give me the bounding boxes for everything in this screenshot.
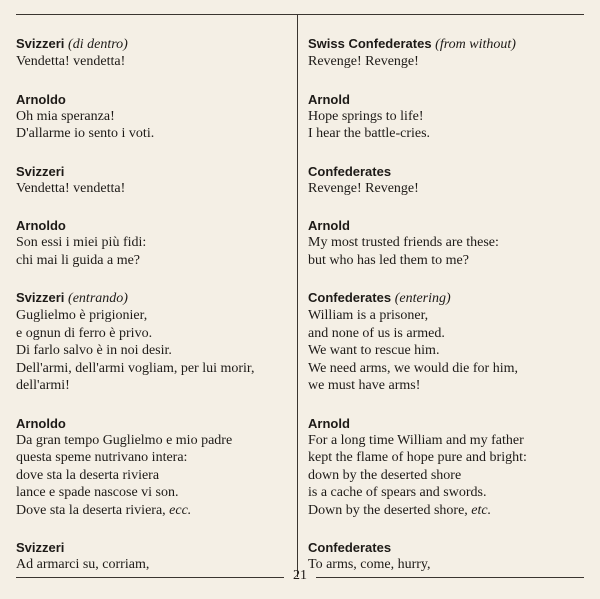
verse-text: Di farlo salvo è in noi desir.	[16, 343, 172, 358]
speaker-name	[308, 289, 578, 307]
speaker-name	[308, 163, 578, 180]
verse-text: My most trusted friends are these:	[308, 235, 499, 250]
verse-line	[308, 180, 578, 198]
verse-text: is a cache of spears and swords.	[308, 485, 487, 500]
verse-text: questa speme nutrivano intera:	[16, 450, 188, 465]
dialogue-block	[308, 539, 578, 574]
footer-rule-left	[16, 577, 284, 578]
verse-text: down by the deserted shore	[308, 467, 462, 483]
verse-line	[16, 325, 286, 343]
verse-line	[16, 377, 286, 395]
verse-line	[16, 484, 286, 502]
speaker-name	[308, 217, 578, 234]
stage-direction: (entrando)	[68, 291, 128, 306]
italic-abbrev: etc.	[471, 502, 492, 518]
speaker-label: Arnold	[308, 218, 350, 233]
verse-line	[308, 432, 578, 450]
verse-line	[308, 125, 578, 143]
speaker-label: Arnoldo	[16, 415, 66, 431]
verse-line	[16, 502, 286, 520]
speaker-name	[308, 91, 578, 108]
verse-text: e ognun di ferro è privo.	[16, 325, 153, 341]
dialogue-block	[308, 163, 578, 198]
verse-text: Da gran tempo Guglielmo e mio padre	[16, 432, 233, 448]
verse-line	[16, 180, 286, 198]
speaker-name	[308, 415, 578, 432]
verse-text: Hope springs to life!	[308, 108, 424, 124]
verse-text: D'allarme io sento i voti.	[16, 126, 155, 141]
verse-text: Revenge! Revenge!	[308, 180, 419, 196]
verse-line	[16, 432, 286, 450]
verse-line	[16, 53, 286, 71]
speaker-name	[16, 415, 286, 432]
verse-text: kept the flame of hope pure and bright:	[308, 450, 527, 465]
speaker-label: Arnold	[308, 91, 350, 107]
speaker-label: Svizzeri	[16, 540, 65, 555]
italian-column	[16, 35, 286, 594]
dialogue-block	[308, 289, 578, 395]
footer-rule-right	[316, 577, 584, 578]
speaker-label: Svizzeri	[16, 290, 65, 305]
page-footer	[16, 568, 584, 583]
speaker-label: Svizzeri	[16, 163, 65, 179]
dialogue-block	[308, 91, 578, 143]
dialogue-block	[16, 289, 286, 395]
verse-line	[308, 342, 578, 360]
verse-line	[308, 467, 578, 485]
verse-line	[16, 108, 286, 126]
page-number: 21	[293, 568, 307, 583]
verse-text: For a long time William and my father	[308, 432, 524, 448]
verse-text: Son essi i miei più fidi:	[16, 235, 147, 250]
english-column	[308, 35, 578, 594]
speaker-name	[16, 217, 286, 234]
dialogue-block	[16, 539, 286, 574]
verse-text: we must have arms!	[308, 378, 421, 393]
verse-line	[308, 234, 578, 252]
speaker-label: Arnoldo	[16, 218, 66, 233]
dialogue-block	[16, 415, 286, 520]
speaker-name	[16, 35, 286, 53]
stage-direction: (di dentro)	[68, 37, 128, 52]
verse-text: and none of us is armed.	[308, 325, 445, 341]
speaker-name	[16, 289, 286, 307]
verse-line	[16, 360, 286, 378]
speaker-label: Confederates	[308, 163, 392, 179]
verse-text: Vendetta! vendetta!	[16, 180, 126, 196]
speaker-label: Swiss Confederates	[308, 36, 432, 51]
stage-direction: (entering)	[394, 291, 451, 306]
speaker-label: Svizzeri	[16, 36, 65, 51]
verse-line	[308, 360, 578, 378]
speaker-label: Confederates	[308, 290, 392, 305]
speaker-name	[16, 91, 286, 108]
verse-line	[308, 108, 578, 126]
verse-line	[308, 377, 578, 395]
verse-line	[308, 307, 578, 325]
verse-text: Dove sta la deserta riviera,	[16, 502, 170, 518]
verse-text: Oh mia speranza!	[16, 108, 115, 124]
verse-line	[16, 342, 286, 360]
speaker-label: Arnoldo	[16, 91, 66, 107]
verse-text: We want to rescue him.	[308, 343, 440, 358]
column-divider	[297, 14, 298, 577]
verse-text: Guglielmo è prigionier,	[16, 308, 148, 323]
dialogue-block	[16, 35, 286, 71]
top-rule	[16, 14, 584, 15]
verse-text: William is a prisoner,	[308, 308, 429, 323]
verse-line	[308, 502, 578, 520]
speaker-name	[16, 163, 286, 180]
verse-line	[16, 252, 286, 270]
verse-line	[16, 467, 286, 485]
verse-line	[308, 53, 578, 71]
verse-line	[16, 234, 286, 252]
verse-line	[308, 449, 578, 467]
verse-line	[308, 252, 578, 270]
verse-text: lance e spade nascose vi son.	[16, 485, 179, 500]
verse-text: dell'armi!	[16, 378, 70, 393]
speaker-label: Confederates	[308, 540, 392, 555]
verse-text: Ad armarci su, corriam,	[16, 557, 150, 572]
verse-text: chi mai li guida a me?	[16, 252, 141, 268]
verse-line	[16, 307, 286, 325]
verse-line	[308, 325, 578, 343]
verse-line	[16, 449, 286, 467]
dialogue-block	[308, 35, 578, 71]
speaker-name	[16, 539, 286, 556]
speaker-label: Arnold	[308, 415, 350, 431]
dialogue-block	[16, 91, 286, 143]
verse-text: but who has led them to me?	[308, 252, 469, 268]
italic-abbrev: ecc.	[169, 502, 192, 518]
verse-text: Vendetta! vendetta!	[16, 54, 126, 69]
verse-text: To arms, come, hurry,	[308, 557, 431, 572]
verse-text: Down by the deserted shore,	[308, 502, 472, 518]
verse-line	[308, 484, 578, 502]
dialogue-block	[308, 217, 578, 269]
verse-line	[16, 125, 286, 143]
dialogue-block	[16, 163, 286, 198]
speaker-name	[308, 35, 578, 53]
dialogue-block	[308, 415, 578, 520]
verse-text: dove sta la deserta riviera	[16, 467, 160, 483]
verse-text: Dell'armi, dell'armi vogliam, per lui morir,	[16, 360, 255, 376]
stage-direction: (from without)	[435, 37, 516, 52]
verse-text: We need arms, we would die for him,	[308, 360, 518, 376]
verse-text: Revenge! Revenge!	[308, 54, 419, 69]
dialogue-block	[16, 217, 286, 269]
verse-text: I hear the battle-cries.	[308, 126, 431, 141]
speaker-name	[308, 539, 578, 556]
